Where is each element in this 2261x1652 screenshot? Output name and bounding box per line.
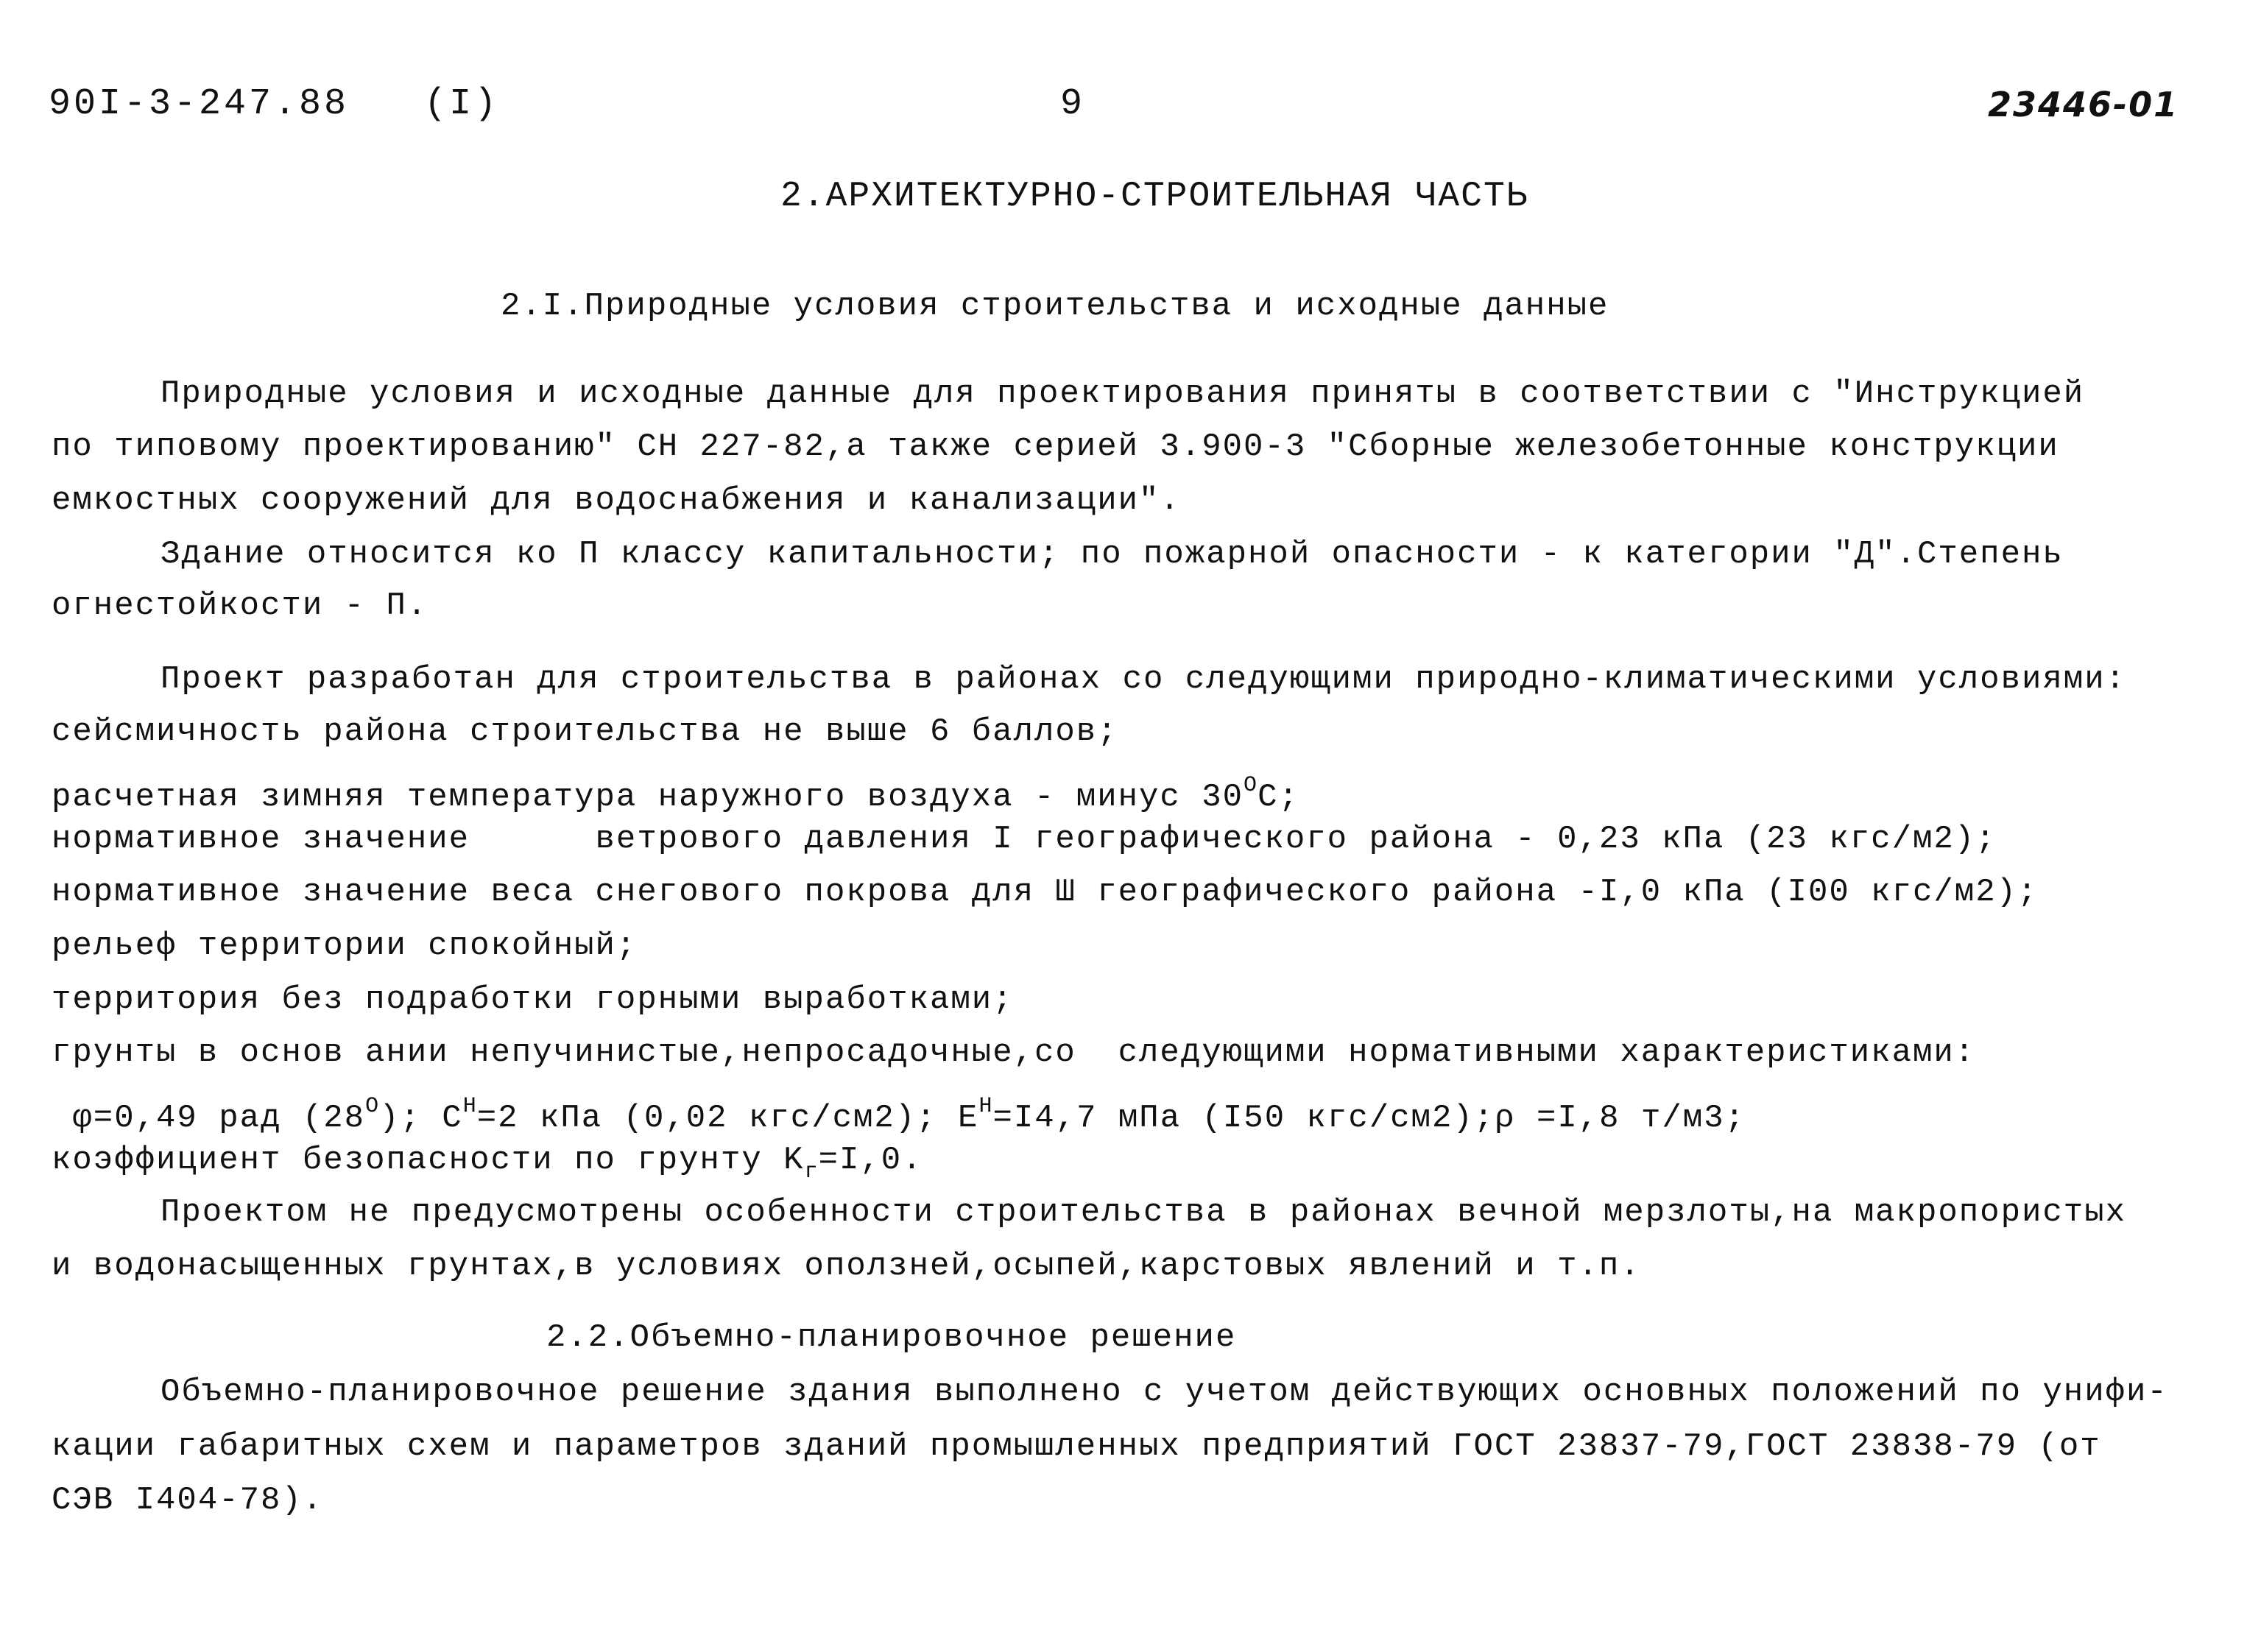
coefficient-line: [52, 1138, 923, 1194]
paragraph-line: емкостных сооружений для водоснабжения и канализации".: [52, 482, 1181, 519]
temperature-unit: С;: [1258, 779, 1299, 816]
paragraph-line: территория без подработки горными выработками;: [52, 981, 1014, 1018]
inventory-number: 23446-01: [1988, 85, 2179, 124]
page-number: 9: [1060, 83, 1086, 125]
coefficient-sub: г: [804, 1159, 819, 1185]
soil-text: φ=0,49 рад (28: [52, 1100, 366, 1137]
paragraph-line: нормативное значение ветрового давления I географического района - 0,23 кПа (23 кгс/м2);: [52, 821, 1997, 858]
paragraph-line: Здание относится ко П классу капитальности; по пожарной опасности - к категории "Д".Степень: [161, 536, 2064, 573]
paragraph-line: Проектом не предусмотрены особенности строительства в районах вечной мерзлоты,на макропористых: [161, 1194, 2127, 1231]
paragraph-line: грунты в основ ании непучинистые,непросадочные,со следующими нормативными характеристиками:: [52, 1034, 1976, 1071]
temperature-line: [52, 763, 1299, 819]
paragraph-line: кации габаритных схем и параметров зданий промышленных предприятий ГОСТ 23837-79,ГОСТ 23838-79 (от: [52, 1428, 2101, 1465]
paragraph-line: по типовому проектированию" СН 227-82,а также серией 3.900-3 "Сборные железобетонные конструкции: [52, 428, 2059, 465]
paragraph-line: огнестойкости - П.: [52, 587, 428, 624]
degree-sup: О: [365, 1094, 380, 1119]
paragraph-line: Объемно-планировочное решение здания выполнено с учетом действующих основных положений по унифи-: [161, 1374, 2168, 1411]
section-title: 2.АРХИТЕКТУРНО-СТРОИТЕЛЬНАЯ ЧАСТЬ: [780, 177, 1529, 216]
subsection-title: 2.2.Объемно-планировочное решение: [546, 1319, 1237, 1356]
coefficient-value: =I,0.: [818, 1142, 923, 1179]
paragraph-line: Природные условия и исходные данные для проектирования приняты в соответствии с "Инструкцией: [161, 375, 2085, 412]
coefficient-text: коэффициент безопасности по грунту K: [52, 1142, 805, 1179]
paragraph-line: нормативное значение веса снегового покрова для Ш географического района -I,0 кПа (I00 кгс/м2);: [52, 874, 2039, 911]
soil-text: =2 кПа (0,02 кгс/см2); E: [476, 1100, 979, 1137]
document-code: 90I-3-247.88 (I): [49, 83, 500, 125]
soil-characteristics-line: [52, 1084, 1746, 1140]
paragraph-line: рельеф территории спокойный;: [52, 928, 638, 964]
subsection-title: 2.I.Природные условия строительства и исходные данные: [501, 288, 1609, 325]
temperature-text: расчетная зимняя температура наружного воздуха - минус 30: [52, 779, 1244, 816]
soil-text: ); C: [379, 1100, 463, 1137]
paragraph-line: Проект разработан для строительства в районах со следующими природно-климатическими условиями:: [161, 661, 2127, 698]
paragraph-line: СЭВ I404-78).: [52, 1482, 324, 1519]
paragraph-line: и водонасыщенных грунтах,в условиях оползней,осыпей,карстовых явлений и т.п.: [52, 1248, 1641, 1285]
degree-sup: О: [1244, 773, 1258, 798]
norm-sup: Н: [462, 1094, 477, 1119]
paragraph-line: сейсмичность района строительства не выше 6 баллов;: [52, 713, 1118, 750]
norm-sup: Н: [978, 1094, 993, 1119]
soil-text: =I4,7 мПа (I50 кгс/см2);ρ =I,8 т/м3;: [992, 1100, 1746, 1137]
